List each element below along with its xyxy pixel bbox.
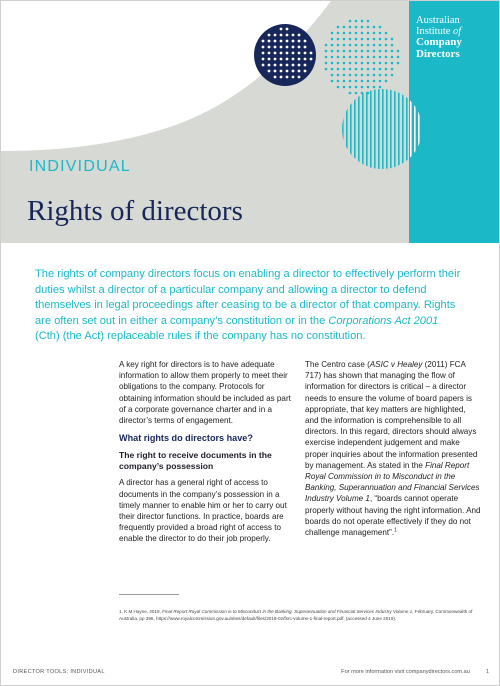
left-column (119, 359, 295, 552)
left-paragraph-1: A key right for directors is to have adequate information to allow them properly to meet their obligations to the company. Protocols for obtaining information should be included as part of a corporate governance charter and in a director’s terms of engagement. (119, 360, 291, 426)
footnote-divider (119, 594, 179, 595)
footnote-ref[interactable]: 1 (394, 527, 397, 534)
logo-line-2: Institute of (416, 26, 462, 38)
section-eyebrow: INDIVIDUAL (29, 158, 131, 175)
page-title: Rights of directors (27, 195, 243, 227)
rights-heading: What rights do directors have? (119, 433, 253, 444)
footnote: 1. K M Hayne, 2019, Final Report Royal Commission in to Misconduct in the Banking, Superannuation and Financial Services Industry Volume 1, February, Commonwealth of Australia, pp 396, https://www.royalcommission.gov.au/sites/default/files/2019-02/fsrc-volume-1-final-report.pdf, (accessed 4 June 2019). (119, 609, 473, 621)
striped-circle-icon (342, 89, 424, 169)
left-paragraph-2: A director has a general right of access to documents in the company’s possession in a timely manner to enable him or her to carry out their director functions. In practice, boards are frequently provided a broad right of access to enable the director to do their job properly. (119, 478, 287, 544)
logo-line-3: Company (416, 36, 462, 49)
logo-line-1: Australian (416, 15, 460, 26)
page-number: 1 (485, 669, 489, 675)
intro-paragraph: The rights of company directors focus on enabling a director to effectively perform their duties whilst a director of a particular company and allowing a director to defend themselves in legal proceedings after ceasing to be a director of that company. Rights are often set out in either a company’s constitution or in the Corporations Act 2001 (Cth) (the Act) replaceable rules if the company has no constitution. (35, 268, 461, 343)
navy-dot-circle-icon (254, 24, 316, 86)
footer-website-text[interactable]: For more information visit companydirectors.com.au (341, 669, 470, 675)
footer-right (341, 669, 489, 675)
right-paragraph-1: The Centro case (ASIC v Healey (2011) FCA 717) has shown that managing the flow of information for directors is critical – a director needs to ensure the volume of board papers is appropriate, that key matters are highlighted, and the information is comprehensible to all directors. In this regard, directors should always exercise independent judgement and make proper inquiries about the information presented by management. As stated in the Final Report Royal Commission in to Misconduct in the Banking, Superannuation and Financial Services Industry Volume 1, “boards cannot operate properly without having the right information. And boards do not operate effectively if they do not challenge management”.$^1$ (305, 360, 481, 538)
header-band (1, 1, 500, 243)
footer-left-label: DIRECTOR TOOLS: INDIVIDUAL (13, 669, 105, 675)
documents-right-heading: The right to receive documents in the company’s possession (119, 450, 272, 472)
right-column (305, 359, 481, 545)
aicd-logo (416, 15, 498, 60)
logo-line-4: Directors (416, 47, 460, 60)
